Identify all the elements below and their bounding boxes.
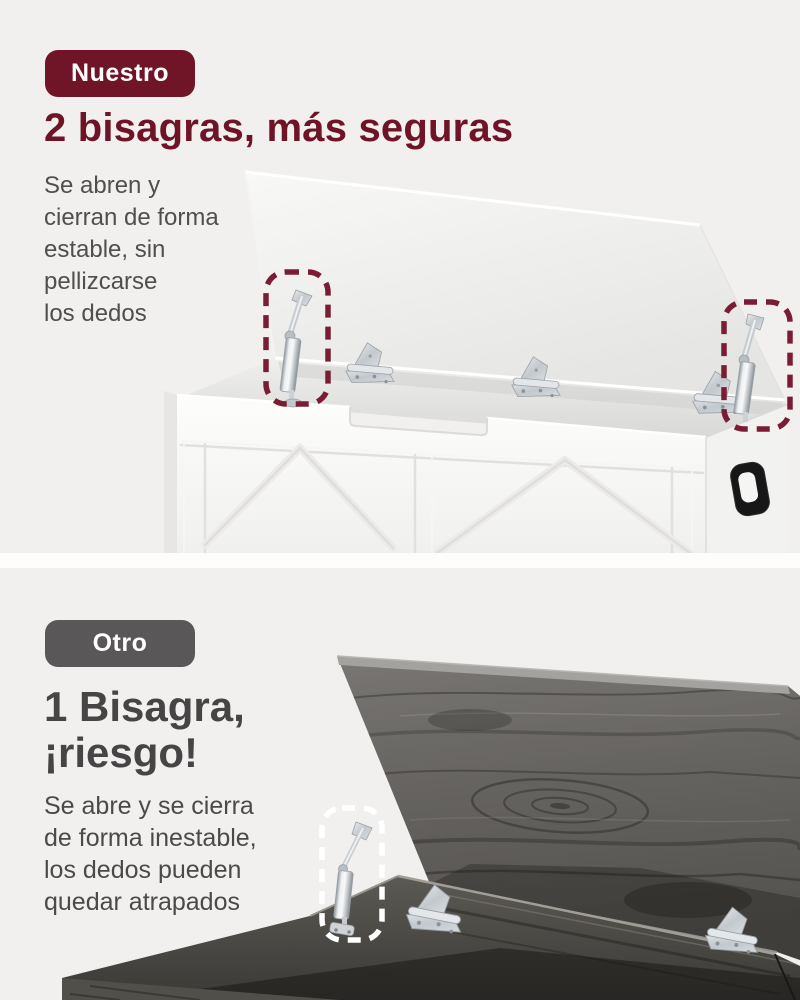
ours-description-line: los dedos [44, 300, 147, 327]
other-heading [44, 684, 245, 776]
other-description-line: Se abre y se cierra [44, 792, 254, 820]
other-description-line: quedar atrapados [44, 888, 240, 916]
ours-description-line: pellizcarse [44, 268, 158, 295]
ours-description-line: Se abren y [44, 172, 161, 199]
ours-description-line: cierran de forma [44, 204, 219, 231]
ours-description-line: estable, sin [44, 236, 166, 263]
other-description-line: los dedos pueden [44, 856, 242, 884]
ours-heading: 2 bisagras, más seguras [44, 106, 514, 150]
white-chest-illustration [164, 172, 790, 553]
ours-description [44, 170, 219, 330]
other-heading-line: 1 Bisagra, [44, 683, 245, 730]
other-badge: Otro [45, 620, 195, 667]
section-divider [0, 553, 800, 568]
other-heading-line: ¡riesgo! [44, 729, 199, 776]
other-description [44, 790, 257, 918]
other-section [0, 568, 800, 1000]
ours-badge: Nuestro [45, 50, 195, 97]
chest-left-side [164, 391, 177, 553]
other-description-line: de forma inestable, [44, 824, 257, 852]
